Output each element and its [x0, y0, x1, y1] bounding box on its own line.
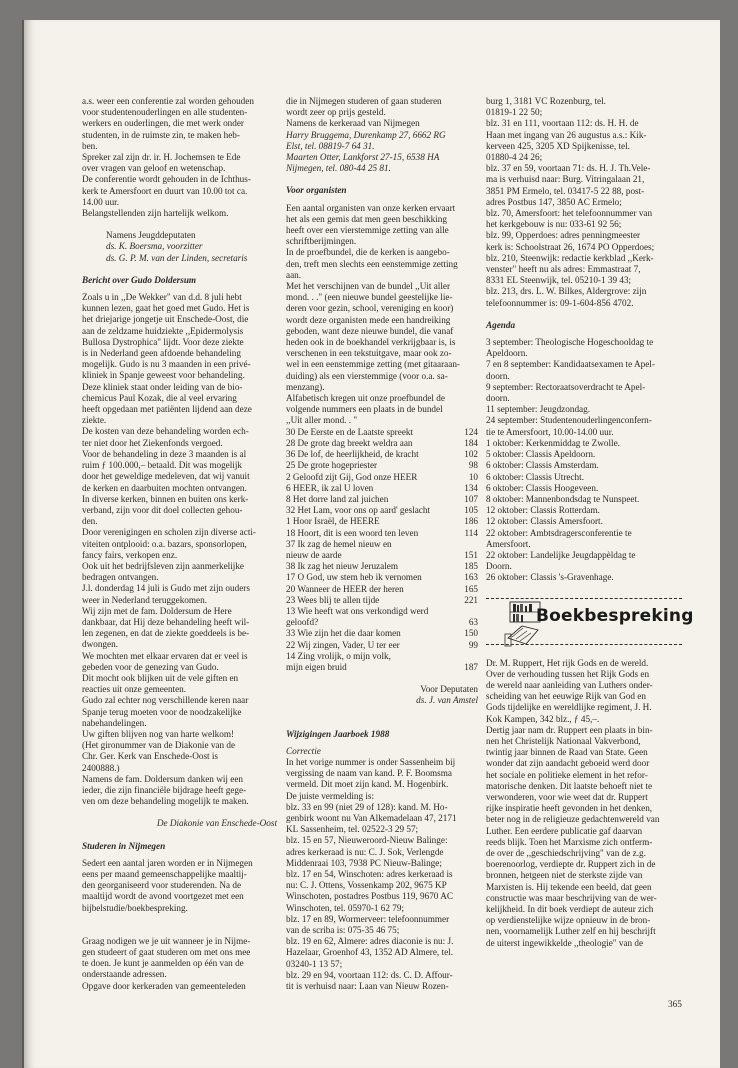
text-line: 8331 EL Steenwijk, tel. 05210-1 39 43; — [486, 275, 632, 286]
agenda-list — [486, 337, 682, 583]
text-line: Namens Jeugddeputaten — [106, 230, 196, 241]
text-line: We mochten met elkaar ervaren dat er veel is — [82, 650, 248, 661]
text-line: Uw giften blijven nog van harte welkom! — [82, 728, 235, 739]
text-line: Luther. Een eerdere publicatie gaf daarvan — [486, 825, 643, 836]
text-line: heeft over een vierstemmige zetting van alle — [286, 225, 449, 236]
text-line: ben. — [82, 140, 98, 151]
text-line: aan. — [286, 269, 302, 280]
text-line: Maarten Otter, Lankforst 27-15, 6538 HA — [286, 152, 440, 163]
song-row — [286, 449, 478, 460]
text-line: Spreker zal zijn dr. ir. H. Jochemsen te Ede — [82, 152, 241, 163]
song-number — [452, 651, 478, 662]
article-gudo — [82, 292, 277, 807]
text-line: In de proefbundel, die de kerken is aangebo- — [286, 247, 450, 258]
text-line: geboden, want deze nieuwe bundel, die vanaf — [286, 325, 454, 336]
song-row — [286, 539, 478, 550]
article-studeren-continued — [286, 96, 478, 174]
text-line: Gudo zal echter nog verschillende keren naar — [82, 695, 249, 706]
text-line: gebeden voor de genezing van Gudo. — [82, 661, 219, 672]
subheading-correctie: Correctie — [286, 745, 321, 756]
text-line: ieder, die zijn financiële bijdrage heeft gege- — [82, 784, 247, 795]
text-line: Opgave door kerkeraden van gemeenteleden — [82, 980, 246, 991]
song-number: 187 — [464, 661, 478, 672]
text-line: ziekte. — [82, 415, 107, 426]
agenda-item: 9 september: Rectoraatsoverdracht te Apel- — [486, 381, 646, 392]
song-title: 32 Het Lam, voor ons op aard' geslacht — [286, 505, 431, 516]
text-line: door het geweldige medeleven, dat wij vanuit — [82, 471, 250, 482]
text-line: ruim ƒ 100.000,– betaald. Dit was mogelijk — [82, 460, 242, 471]
agenda-item: 24 september: Studentenouderlingenconfern- — [486, 415, 652, 426]
agenda-item: 8 oktober: Mannenbondsdag te Nunspeet. — [486, 493, 640, 504]
text-line: ter niet door het Ziekenfonds vergoed. — [82, 437, 223, 448]
text-line: nen het Christelijk Nationaal Vakverbond, — [486, 735, 641, 746]
agenda-item: 6 oktober: Classis Amsterdam. — [486, 460, 599, 471]
dashed-rule — [486, 644, 682, 647]
heading-wijzigingen: Wijzigingen Jaarboek 1988 — [286, 728, 390, 739]
text-line: scheiding van het eeuwige Rijk van God en — [486, 691, 646, 702]
song-row — [286, 483, 478, 494]
text-line: van de scriba is: 075-35 46 75; — [286, 925, 400, 936]
column-left — [82, 96, 277, 992]
text-line: beter nog in de religieuze gedachtenwereld van — [486, 814, 660, 825]
text-line: mogelijk. Gudo is nu 3 maanden in een privé- — [82, 359, 251, 370]
text-line: genbirk woont nu Van Alkemadelaan 47, 2171 — [286, 812, 457, 823]
agenda-item: Amersfoort. — [486, 538, 531, 549]
text-line: viteiten ontplooid: o.a. bazars, sponsorlopen, — [82, 538, 247, 549]
text-line: Over de verhouding tussen het Rijk Gods en — [486, 668, 650, 679]
text-line: Kok Kampen, 342 blz., ƒ 45,–. — [486, 713, 600, 724]
song-number: 107 — [464, 493, 478, 504]
text-line: Winschoten, tel. 05970-1 62 79; — [286, 902, 405, 913]
text-line: a.s. weer een conferentie zal worden gehouden — [82, 96, 254, 106]
signature-jeugddeputaten — [82, 230, 277, 264]
song-row — [286, 528, 478, 539]
heading-studeren: Studeren in Nijmegen — [82, 840, 166, 851]
text-line: het als een gemis dat men geen beschikking — [286, 213, 447, 224]
text-line: blz. 210, Steenwijk: redactie kerkblad ,,Kerk- — [486, 252, 654, 263]
song-row — [286, 584, 478, 595]
text-line: bijbelstudie/boekbespreking. — [82, 902, 188, 913]
song-title: 14 Zing vrolijk, o mijn volk, — [286, 650, 391, 661]
text-line: In diverse kerken, binnen en buiten ons kerk- — [82, 493, 249, 504]
text-line: burg 1, 3181 VC Rozenburg, tel. — [486, 96, 606, 106]
text-line: te doen. Je kunt je aanmelden op één van de — [82, 958, 244, 969]
text-line: ds. G. P. M. van der Linden, secretaris — [106, 252, 248, 263]
text-line: vergissing de naam van kand. P. F. Boomsma — [286, 768, 452, 779]
song-row — [286, 561, 478, 572]
agenda-item: 1 oktober: Kerkenmiddag te Zwolle. — [486, 437, 620, 448]
text-line: kelijkheid. In dit boek verdiept de auteur zich — [486, 904, 654, 914]
text-line: schriftberijmingen. — [286, 236, 357, 247]
text-line: wordt deze organisten mede een handreiking — [286, 314, 451, 325]
text-line: Zoals u in ,,De Wekker" van d.d. 8 juli hebt — [82, 292, 242, 303]
text-line: De juiste vermelding is: — [286, 790, 375, 801]
text-line: kerveen 425, 3205 XD Spijkenisse, tel. — [486, 140, 630, 151]
agenda-item: doorn. — [486, 393, 510, 404]
text-line: het sociale en politieke element in het refor- — [486, 769, 648, 780]
text-line: J.l. donderdag 14 juli is Gudo met zijn ouders — [82, 583, 250, 594]
agenda-item: 5 oktober: Classis Apeldoorn. — [486, 449, 596, 460]
song-title: geloofd? — [286, 617, 319, 628]
text-line: blz. 33 en 99 (niet 29 of 128): kand. M. Ho- — [286, 801, 448, 812]
song-row — [286, 617, 478, 628]
text-line: 14.00 uur. — [82, 196, 120, 207]
text-line: Met het verschijnen van de bundel ,,Uit aller — [286, 281, 451, 292]
text-line: blz. 17 en 89, Wormerveer: telefoonnummer — [286, 913, 450, 924]
song-title: 22 Wij zingen, Vader, U ter eer — [286, 639, 400, 650]
text-line: Deze kliniek staat onder leiding van de bio- — [82, 381, 243, 392]
text-line: Chr. Ger. Kerk van Enschede-Oost is — [82, 751, 218, 762]
song-row — [286, 628, 478, 639]
text-line: voor studentenouderlingen en alle studenten- — [82, 107, 248, 118]
boekbespreking-banner — [486, 588, 694, 652]
text-line: blz. 213, drs. L. W. Bilkes, Aldergrove: zijn — [486, 286, 647, 297]
song-row — [286, 505, 478, 516]
text-line: wel in een eenstemmige zetting (met gitaaraan- — [286, 359, 460, 370]
page-number: 365 — [668, 999, 682, 1009]
text-line: adres kerkeraad is nu: C. J. Sok, Verlengde — [286, 846, 444, 857]
song-number: 151 — [464, 549, 478, 560]
text-line: Voor Deputaten — [420, 684, 478, 695]
text-line: maaltijd wordt de avond voortgezet met een — [82, 891, 244, 902]
text-line: Namens de kerkeraad van Nijmegen — [286, 118, 420, 129]
text-line: 2400888.) — [82, 762, 120, 773]
text-line: aan de zeldzame huidziekte ,,Epidermolysis — [82, 325, 244, 336]
song-number: 163 — [464, 572, 478, 583]
song-row — [286, 595, 478, 606]
song-title: mijn eigen bruid — [286, 661, 347, 672]
text-line: heden ook in de boekhandel verkrijgbaar is, is — [286, 337, 456, 348]
text-line: is in Nederland geen afdoende behandeling — [82, 348, 241, 359]
text-line: Gods tijdelijke en wereldlijke regiment, J. H. — [486, 702, 652, 713]
text-line: studenten, in de ruimste zin, te maken heb- — [82, 129, 240, 140]
text-line: over vragen van geloof en wetenschap. — [82, 163, 226, 174]
text-line: verband, zijn voor dit doel collecten gehou- — [82, 504, 243, 515]
text-line: Belangstellenden zijn hartelijk welkom. — [82, 208, 229, 219]
text-line: dwongen. — [82, 639, 118, 650]
song-title: nieuw de aarde — [286, 549, 342, 560]
song-number: 184 — [464, 437, 478, 448]
agenda-item: Doorn. — [486, 561, 512, 572]
text-line: De kosten van deze behandeling worden ech- — [82, 426, 249, 437]
text-line: den georganiseerd voor studerenden. Na de — [82, 880, 242, 891]
text-line: de over de ,,geschiedschrijving" van de z.g. — [486, 847, 646, 858]
song-number: 165 — [464, 583, 478, 594]
text-line: Spanje terug moeten voor de noodzakelijke — [82, 706, 242, 717]
text-line: blz. 37 en 59, voortaan 71: ds. H. J. Th.Vele- — [486, 163, 651, 174]
agenda-item: 26 oktober: Classis 's-Gravenhage. — [486, 572, 614, 583]
text-line: blz. 15 en 57, Nieuweroord-Nieuw Balinge: — [286, 835, 448, 846]
text-line: Dertig jaar nam dr. Ruppert een plaats in bin- — [486, 724, 653, 735]
text-line: volgende nummers een plaats in de bundel — [286, 404, 443, 415]
text-line: de kerken en daarbuiten mochten ontvangen. — [82, 482, 247, 493]
text-line: verwonderen, voor wie weet dat dr. Ruppert — [486, 791, 648, 802]
text-line: heeft opgedaan met patiënten lijdend aan deze — [82, 404, 252, 415]
song-number: 134 — [464, 482, 478, 493]
text-line: blz. 70, Amersfoort: het telefoonnummer van — [486, 208, 653, 219]
agenda-item: doorn. — [486, 370, 510, 381]
text-line: chemicus Paul Kozak, die al veel ervaring — [82, 392, 237, 403]
text-line: 03240-1 13 57; — [286, 958, 343, 969]
text-line: Dit mocht ook blijken uit de vele giften en — [82, 672, 239, 683]
agenda-item: Apeldoorn. — [486, 348, 528, 359]
song-title: 6 HEER, ik zal U loven — [286, 482, 374, 493]
text-line: Graag nodigen we je uit wanneer je in Nijme- — [82, 935, 251, 946]
text-line: Sedert een aantal jaren worden er in Nijmegen — [82, 857, 253, 868]
text-line: nen, voornamelijk Luther zelf en hij beschrijft — [486, 926, 656, 937]
text-line: Door verenigingen en scholen zijn diverse acti- — [82, 527, 256, 538]
text-line: ds. K. Boersma, voorzitter — [106, 241, 203, 252]
text-line: deren voor gezin, school, vereniging en koor) — [286, 303, 454, 314]
song-number — [452, 539, 478, 550]
song-title: 17 O God, uw stem heb ik vernomen — [286, 572, 422, 583]
agenda-item: 6 oktober: Classis Utrecht. — [486, 471, 584, 482]
text-line: fancy fairs, verkopen enz. — [82, 549, 178, 560]
text-line: op verdienstelijke wijze opnieuw in de bron- — [486, 915, 651, 926]
article-correctie — [286, 757, 478, 992]
text-line: matorische denken. Dit laatste behoeft niet te — [486, 780, 653, 791]
song-number: 186 — [464, 516, 478, 527]
song-title: 13 Wie heeft wat ons verkondigd werd — [286, 605, 429, 616]
text-line: Wij zijn met de fam. Doldersum de Here — [82, 605, 232, 616]
song-title: 37 Ik zag de hemel nieuw en — [286, 538, 392, 549]
song-number — [452, 606, 478, 617]
text-line: verschenen in een tekstuitgave, maar ook zo- — [286, 348, 452, 359]
text-line: blz. 17 en 54, Winschoten: adres kerkeraad is — [286, 869, 453, 879]
text-line: adres Postbus 147, 3850 AC Ermelo; — [486, 196, 622, 207]
agenda-item: 6 oktober: Classis Hoogeveen. — [486, 482, 599, 493]
text-line: kliniek in Spanje geweest voor behandeling. — [82, 370, 245, 381]
agenda-item: tie te Amersfoort, 10.00-14.00 uur. — [486, 426, 614, 437]
heading-agenda: Agenda — [486, 319, 516, 330]
agenda-item: 3 september: Theologische Hogeschooldag te — [486, 337, 654, 348]
song-list — [286, 427, 478, 673]
song-number: 150 — [464, 628, 478, 639]
text-line: Alfabetisch kregen uit onze proefbundel de — [286, 393, 445, 404]
song-title: 20 Wanneer de HEER der heren — [286, 583, 404, 594]
article-studeren — [82, 858, 277, 992]
text-line: Namens de fam. Doldersum danken wij een — [82, 773, 243, 784]
column-middle — [286, 96, 478, 992]
text-line: 3851 PM Ermelo, tel. 03417-5 22 88, post- — [486, 185, 645, 196]
text-line: ven om deze behandeling mogelijk te maken. — [82, 796, 249, 807]
text-line: nu: C. J. Ottens, Vossenkamp 202, 9675 KP — [286, 880, 447, 891]
text-line: bronnen, hetgeen niet de sterkste zijde van — [486, 870, 643, 881]
song-title: 18 Hoort, dit is een woord ten leven — [286, 527, 419, 538]
text-line: wordt zeer op prijs gesteld. — [286, 107, 386, 118]
song-row — [286, 651, 478, 662]
song-row — [286, 438, 478, 449]
text-line: Bullosa Dystrophica" lijdt. Voor deze ziekte — [82, 336, 244, 347]
agenda-item: 22 oktober: Ambtsdragersconferentie te — [486, 527, 632, 538]
text-line: KL Sassenheim, tel. 02522-3 29 57; — [286, 824, 419, 835]
text-line: Haan met ingang van 26 augustus a.s.: Kik- — [486, 129, 647, 140]
song-number: 105 — [464, 505, 478, 516]
song-title: 36 De lof, de heerlijkheid, de kracht — [286, 449, 419, 460]
song-number: 221 — [464, 594, 478, 605]
song-number: 102 — [464, 449, 478, 460]
text-line: ,,Uit aller mond. . " — [286, 415, 358, 426]
text-line: vermeld. Dit moet zijn kand. M. Hogenbirk. — [286, 779, 449, 790]
text-line: Middenraai 103, 7938 PC Nieuw-Balinge; — [286, 857, 442, 868]
song-title: 8 Het dorre land zal juichen — [286, 493, 389, 504]
column-right — [486, 96, 694, 949]
song-title: 1 Hoor Israël, de HEERE — [286, 516, 380, 527]
text-line: de uiterst ingewikkelde ,,theologie" van de — [486, 937, 644, 948]
text-line: boerenoorlog, verdiepte dr. Ruppert zich in de — [486, 859, 656, 870]
text-line: bedragen ontvangen. — [82, 572, 159, 583]
agenda-item: 7 en 8 september: Kandidaatsexamen te Apel- — [486, 359, 655, 370]
text-line: die in Nijmegen studeren of gaan studeren — [286, 96, 442, 106]
text-line: kunnen lezen, gaat het goed met Gudo. Het is — [82, 303, 250, 314]
heading-organisten: Voor organisten — [286, 185, 347, 196]
text-line: het driejarige jongetje uit Enschede-Oost, die — [82, 314, 249, 325]
text-line: In het vorige nummer is onder Sassenheim bij — [286, 756, 456, 767]
song-row — [286, 460, 478, 471]
text-line: blz. 99, Opperdoes: adres penningmeester — [486, 230, 641, 241]
text-line: De conferentie wordt gehouden in de Ichthus- — [82, 174, 251, 185]
text-line: den, treft men slechts een eenstemmige zetting — [286, 258, 458, 269]
article-organisten — [286, 203, 478, 427]
text-line: weer in Nederland teruggekomen. — [82, 594, 208, 605]
text-line: kerk is: Schoolstraat 26, 1674 PO Opperdoes; — [486, 241, 655, 252]
text-line: kerk te Amersfoort en duurt van 10.00 tot ca. — [82, 185, 248, 196]
text-line: Ook uit het bedrijfsleven zijn aanmerkelijke — [82, 560, 245, 571]
text-line: Voor de behandeling in deze 3 maanden is al — [82, 448, 247, 459]
text-line: ma is verhuisd naar: Burg. Vitringalaan 21, — [486, 174, 645, 185]
text-line: len zegenen, en dat de ziekte goeddeels is be- — [82, 628, 250, 639]
song-title: 38 Ik zag het nieuw Jeruzalem — [286, 561, 398, 572]
text-line: de wereld naar aanleiding van Luthers onder- — [486, 679, 653, 690]
song-row — [286, 572, 478, 583]
text-line: werkers en ouderlingen, die met werk onder — [82, 118, 244, 129]
text-line: gen studeert of gaat studeren om met ons mee — [82, 947, 251, 958]
text-line: reeds blijk. Toen het Marxisme zich ontferm- — [486, 836, 653, 847]
text-line: blz. 31 en 111, voortaan 112: ds. H. H. de — [486, 118, 639, 129]
text-line: wonder dat zijn aandacht geboeid werd door — [486, 758, 650, 769]
text-line: Harry Bruggema, Durenkamp 27, 6662 RG — [286, 129, 446, 140]
song-number: 185 — [464, 561, 478, 572]
song-title: 28 De grote dag breekt weldra aan — [286, 437, 413, 448]
magazine-page — [22, 20, 720, 1068]
song-row — [286, 427, 478, 438]
song-row — [286, 640, 478, 651]
article-boekbespreking — [486, 658, 682, 949]
boekbespreking-title: Boekbespreking — [536, 605, 694, 626]
text-line: dankbaar, dat Hij deze behandeling heeft wil- — [82, 616, 250, 627]
text-line: 01880-4 24 26; — [486, 152, 543, 163]
song-row — [286, 494, 478, 505]
text-line: (Het gironummer van de Diakonie van de — [82, 740, 236, 751]
signature-diakonie: De Diakonie van Enschede-Oost — [156, 818, 277, 829]
song-number: 124 — [464, 426, 478, 437]
text-line: Dr. M. Ruppert, Het rijk Gods en de wereld. — [486, 657, 649, 668]
article-correctie-continued — [486, 96, 682, 309]
text-line: ds. J. van Amstel — [416, 695, 478, 706]
song-number: 99 — [468, 639, 478, 650]
song-row — [286, 516, 478, 527]
text-line: Een aantal organisten van onze kerken ervaart — [286, 202, 456, 213]
song-row — [286, 662, 478, 673]
song-number: 10 — [468, 471, 478, 482]
heading-gudo: Bericht over Gudo Doldersum — [82, 274, 197, 285]
song-title: 30 De Eerste en de Laatste spreekt — [286, 426, 414, 437]
text-line: Marxisten is. Hij tekende een beeld, dat geen — [486, 881, 652, 892]
text-line: twintig jaar binnen de Raad van State. Geen — [486, 747, 648, 758]
text-line: constructie was maar beschrijving van de wer- — [486, 892, 657, 903]
text-line: Nijmegen, tel. 080-44 25 81. — [286, 163, 391, 174]
song-title: 23 Wees blij te allen tijde — [286, 594, 380, 605]
song-number: 114 — [464, 527, 478, 538]
agenda-item: 22 oktober: Landelijke Jeugdappèldag te — [486, 549, 636, 560]
text-line: reacties uit onze gemeenten. — [82, 684, 187, 695]
song-title: 33 Wie zijn het die daar komen — [286, 628, 401, 639]
song-row — [286, 472, 478, 483]
text-line: venster" heeft nu als adres: Emmastraat 7, — [486, 264, 641, 275]
text-line: rijke inspiratie heeft gevonden in het denken, — [486, 803, 653, 814]
text-line: Hazelaar, Groenhof 43, 1352 AD Almere, tel. — [286, 947, 453, 958]
song-row — [286, 606, 478, 617]
text-line: Winschoten, postadres Postbus 119, 9670 AC — [286, 891, 453, 902]
song-number: 98 — [468, 460, 478, 471]
text-line: blz. 29 en 94, voortaan 112: ds. C. D. Affour- — [286, 969, 453, 980]
text-line: tit is verhuisd naar: Laan van Nieuw Rozen- — [286, 981, 449, 992]
song-title: 25 De grote hogepriester — [286, 460, 378, 471]
text-line: den. — [82, 516, 98, 527]
text-line: blz. 19 en 62, Almere: adres diaconie is nu: J. — [286, 936, 454, 947]
signature-deputaten — [286, 684, 478, 706]
text-line: 01819-1 22 50; — [486, 107, 543, 118]
agenda-item: 12 oktober: Classis Amersfoort. — [486, 516, 603, 527]
song-row — [286, 550, 478, 561]
text-line: telefoonnummer is: 09-1-604-856 4702. — [486, 297, 634, 308]
agenda-item: 12 oktober: Classis Rotterdam. — [486, 505, 600, 516]
text-line: duiding) als een vierstemmige (voor o.a. sa- — [286, 370, 448, 381]
conference-notice — [82, 96, 277, 219]
text-line: eens per maand gemeenschappelijke maaltij- — [82, 869, 247, 879]
text-line: onderstaande adressen. — [82, 969, 167, 980]
text-line: nabehandelingen. — [82, 717, 147, 728]
text-line: mond. . ." (een nieuwe bundel geestelijke lie- — [286, 292, 453, 303]
text-line: menzang). — [286, 381, 325, 392]
song-number: 63 — [468, 617, 478, 628]
text-line: het kerkgebouw is nu: 033-61 92 56; — [486, 219, 622, 230]
agenda-item: 11 september: Jeugdzondag. — [486, 404, 591, 415]
text-line: Elst, tel. 08819-7 64 31. — [286, 140, 375, 151]
song-title: 2 Geloofd zijt Gij, God onze HEER — [286, 471, 418, 482]
